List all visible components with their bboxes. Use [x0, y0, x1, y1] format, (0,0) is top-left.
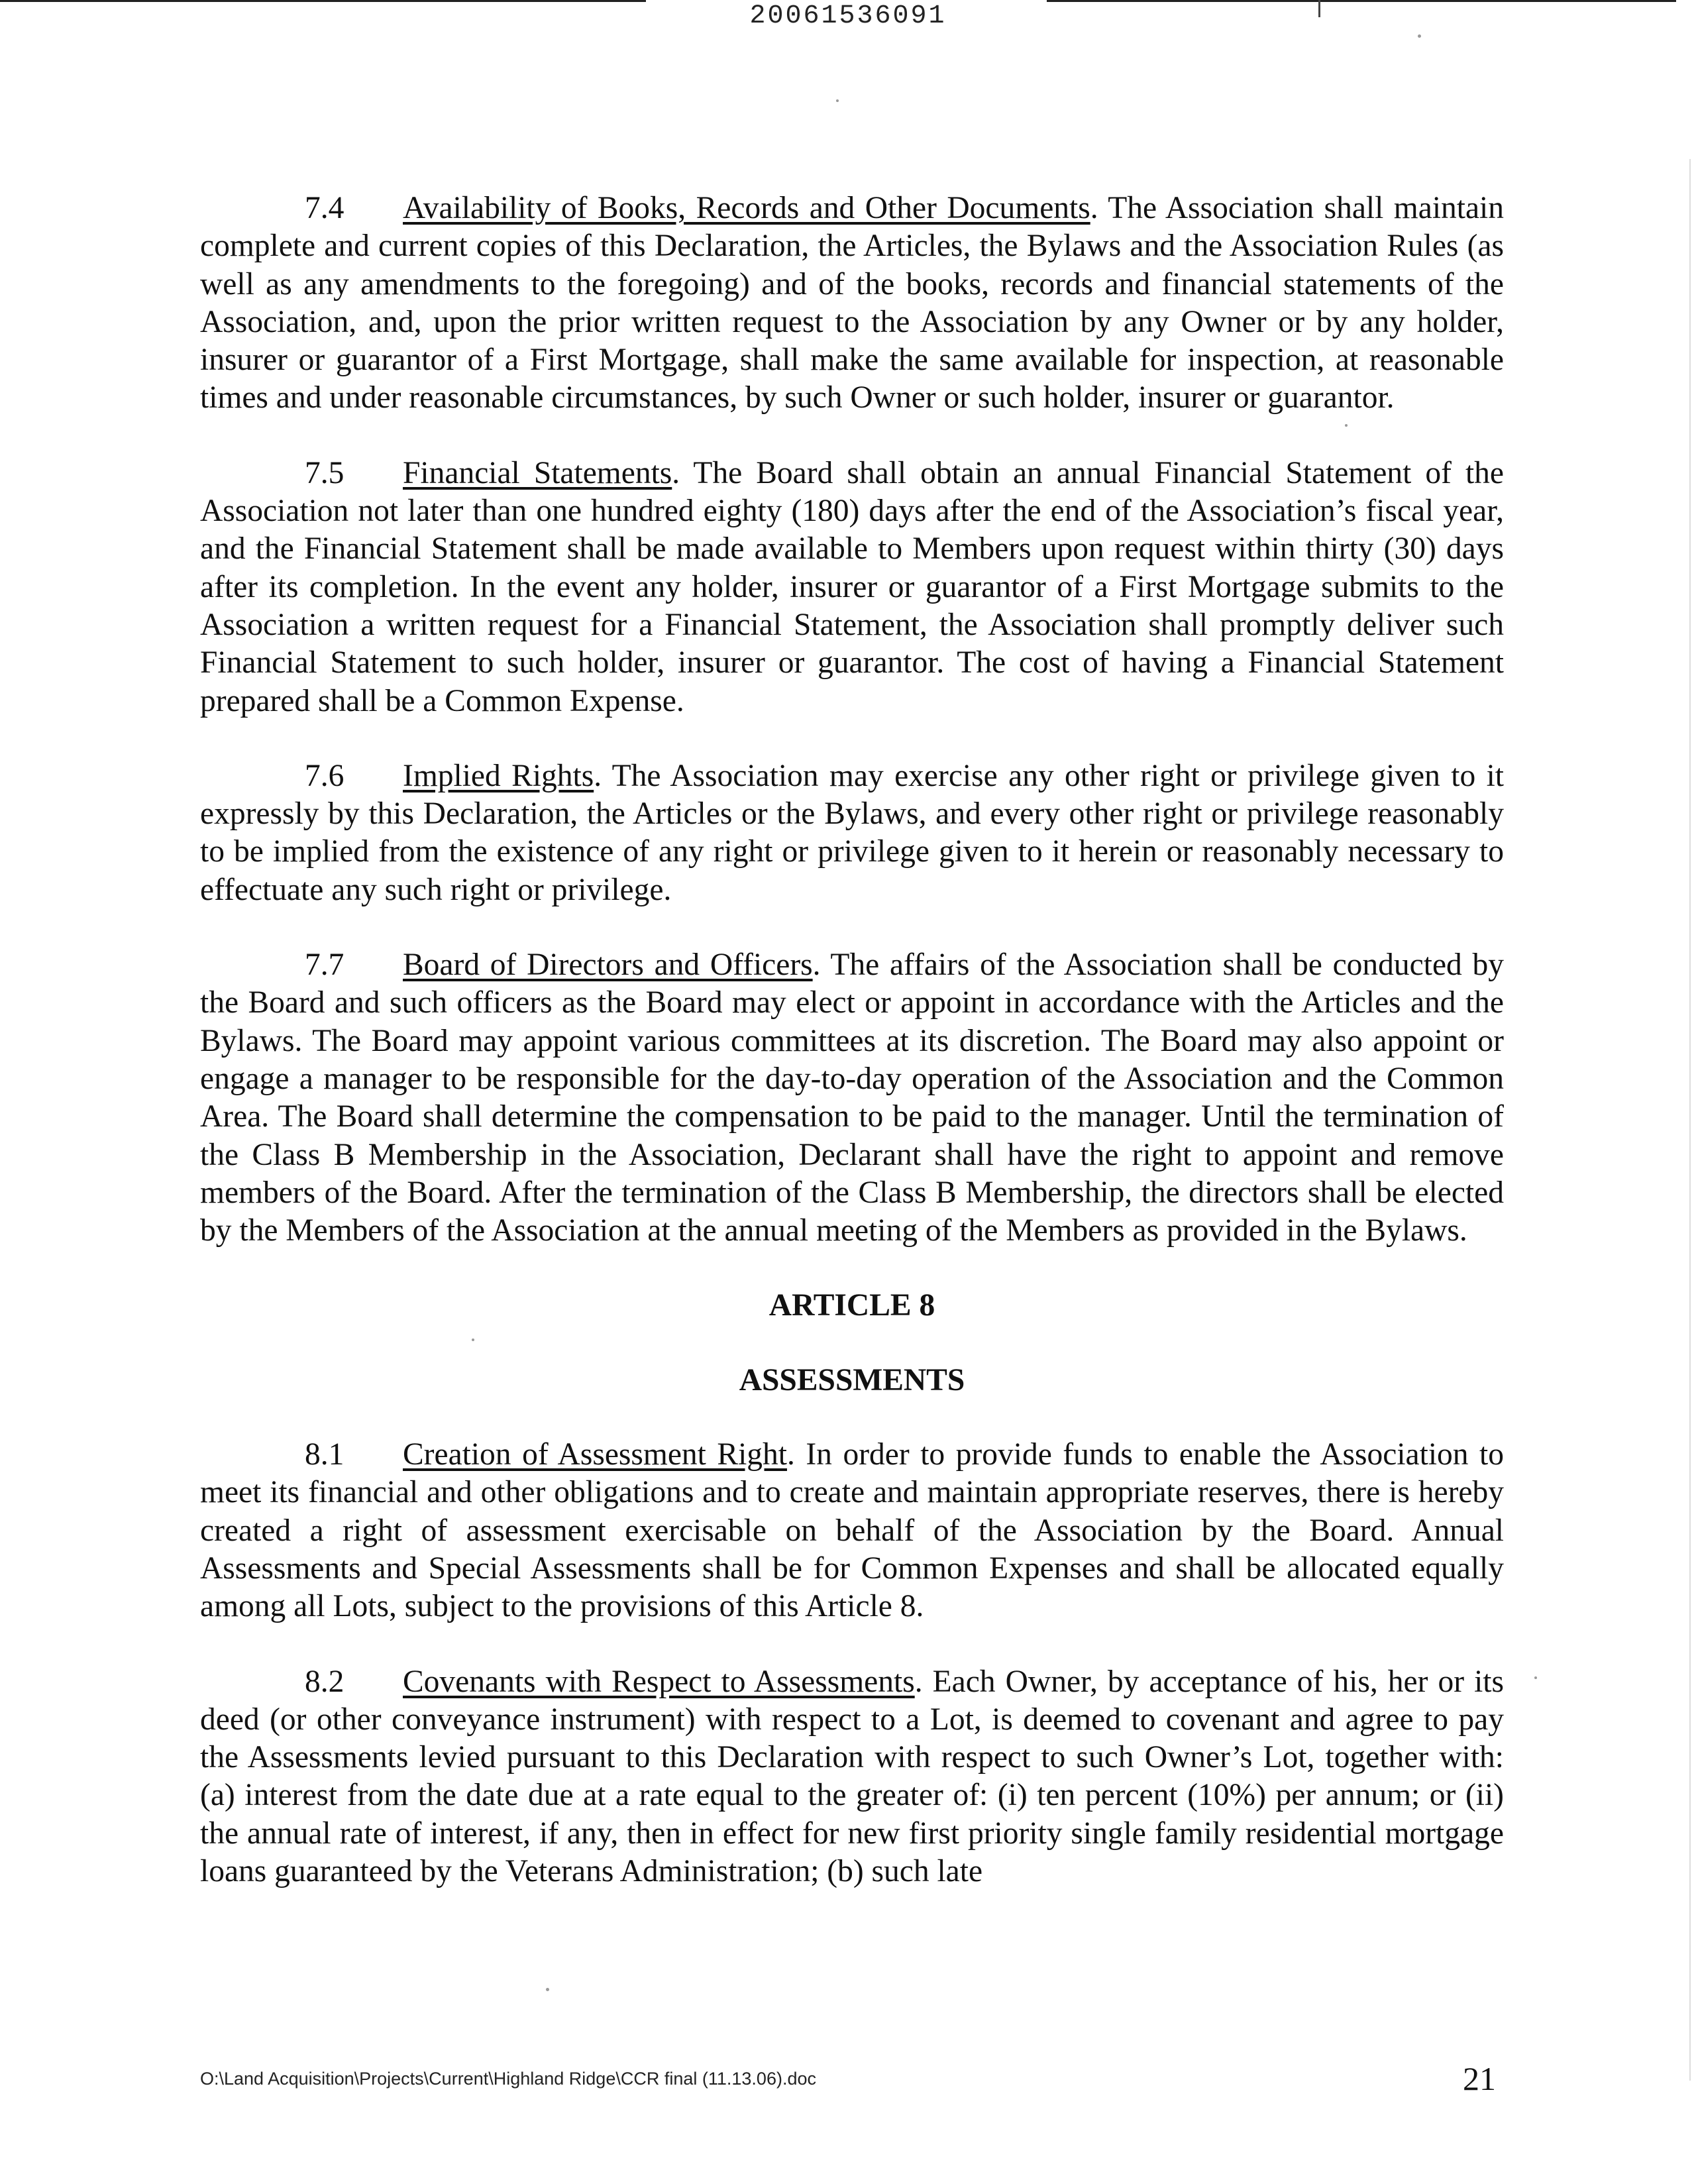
section-8-1 [200, 1436, 1504, 1625]
section-text: . In order to provide funds to enable the Association to meet its financial and other obligations and to create and maintain appropriate reserves, there is hereby created a right of assessment exercisable on behalf of the Association by the Board. Annual Assessments and Special Assessments shall be for Common Expenses and shall be allocated equally among all Lots, subject to the provisions of this Article 8. [200, 1437, 1504, 1624]
section-number: 8.2 [305, 1664, 344, 1699]
section-title: Financial Statements [403, 455, 672, 490]
section-7-5 [200, 455, 1504, 720]
section-7-6 [200, 757, 1504, 909]
section-text: . The Association may exercise any other right or privilege given to it expressly by this Declaration, the Articles or the Bylaws, and every other right or privilege reasonably to be implied from the existence of any right or privilege given to it herein or reasonably necessary to effectuate any such right or privilege. [200, 758, 1504, 907]
section-title: Availability of Books, Records and Other Documents [403, 191, 1090, 225]
section-title: Board of Directors and Officers [403, 948, 813, 983]
section-title: Creation of Assessment Right [403, 1437, 787, 1472]
scan-speck [1418, 34, 1421, 38]
section-8-2 [200, 1663, 1504, 1891]
article-number-heading: ARTICLE 8 [768, 1288, 935, 1323]
footer-file-path: O:\Land Acquisition\Projects\Current\Highland Ridge\CCR final (11.13.06).doc [200, 2069, 816, 2089]
document-body [200, 190, 1504, 1928]
section-text: . The Association shall maintain complete and current copies of this Declaration, the Articles, the Bylaws and the Association Rules (as well as any amendments to the foregoing) and of the books, records and financial statements of the Association, and, upon the prior written request to the Association by any Owner or by any holder, insurer or guarantor of a First Mortgage, shall make the same available for inspection, at reasonable times and under reasonable circumstances, by such Owner or such holder, insurer or guarantor. [200, 191, 1504, 415]
scan-speck [836, 99, 839, 102]
section-text: . Each Owner, by acceptance of his, her or its deed (or other conveyance instrument) with respect to a Lot, is deemed to covenant and agree to pay the Assessments levied pursuant to this Declaration with respect to such Owner’s Lot, together with: (a) interest from the date due at a rate equal to the greater of: (i) ten percent (10%) per annum; or (ii) the annual rate of interest, if any, then in effect for new first priority single family residential mortgage loans guaranteed by the Veterans Administration; (b) such late [200, 1664, 1504, 1888]
section-title: Covenants with Respect to Assessments [403, 1664, 915, 1699]
section-title: Implied Rights [403, 758, 594, 793]
scan-right-edge [1689, 159, 1691, 2081]
scan-speck [1534, 1676, 1537, 1679]
section-text: . The affairs of the Association shall be conducted by the Board and such officers as the Board may elect or appoint in accordance with the Articles and the Bylaws. The Board may appoint various committees at its discretion. The Board may also appoint or engage a manager to be responsible for the day-to-day operation of the Association and the Common Area. The Board shall determine the compensation to be paid to the manager. Until the termination of the Class B Membership in the Association, Declarant shall have the right to appoint and remove members of the Board. After the termination of the Class B Membership, the directors shall be elected by the Members of the Association at the annual meeting of the Members as provided in the Bylaws. [200, 948, 1505, 1248]
section-number: 7.5 [305, 455, 344, 490]
scan-speck [472, 1338, 474, 1341]
section-7-4 [200, 190, 1504, 417]
section-text: . The Board shall obtain an annual Financial Statement of the Association not later than one hundred eighty (180) days after the end of the Association’s fiscal year, and the Financial Statement shall be made available to Members upon request within thirty (30) days after its completion. In the event any holder, insurer or guarantor of a First Mortgage submits to the Association a written request for a Financial Statement, the Association shall promptly deliver such Financial Statement to such holder, insurer or guarantor. The cost of having a Financial Statement prepared shall be a Common Expense. [200, 455, 1505, 718]
section-7-7 [200, 946, 1504, 1250]
scan-speck [546, 1988, 549, 1991]
article-title-heading: ASSESSMENTS [739, 1362, 965, 1397]
section-number: 7.6 [305, 758, 344, 793]
section-number: 8.1 [305, 1437, 344, 1472]
page-number: 21 [1463, 2060, 1496, 2097]
section-number: 7.7 [305, 948, 344, 983]
scan-speck [1345, 424, 1348, 427]
document-number: 20061536091 [749, 1, 947, 31]
section-number: 7.4 [305, 191, 344, 225]
